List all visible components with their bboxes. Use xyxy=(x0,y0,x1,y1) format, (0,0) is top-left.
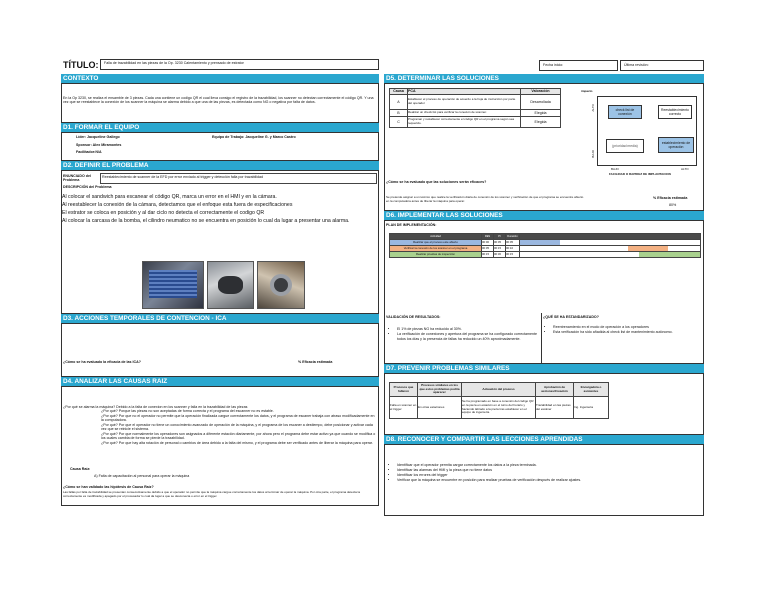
gantt-row-3-timeline xyxy=(520,252,701,258)
gantt-row-1-pi: 00:05 xyxy=(494,240,506,246)
section-d8-bar: D8. RECONOCER Y COMPARTIR LAS LECCIONES APRENDIDAS xyxy=(384,435,704,444)
eval-eficacia-value: 80% xyxy=(669,203,677,207)
eval-eficacia-label: % Eficacia estimada xyxy=(653,196,688,200)
lecciones-block xyxy=(384,444,704,516)
lecciones-list xyxy=(389,463,699,483)
validacion-label: ¿Cómo se han validado las hipótesis de Causa Raíz? xyxy=(63,485,154,489)
resultados-label: VALIDACIÓN DE RESULTADOS: xyxy=(386,315,441,319)
porques-list xyxy=(63,405,378,445)
porque-line: ¿Por qué se alarma la máquina? Debido a la falta de conexion en los scanner y falla en la trazabilidad de las piezas xyxy=(63,405,248,409)
resultado-item: • El 1% de piezas NG ha reducido al 30%. xyxy=(397,327,539,331)
section-d5-bar: D5. DETERMINAR LAS SOLUCIONES xyxy=(384,74,704,83)
section-contexto-bar: CONTEXTO xyxy=(61,74,379,83)
row-a-causa: A xyxy=(390,95,408,110)
left-column xyxy=(61,74,379,594)
descripcion-lines xyxy=(62,193,378,225)
matrix-box-a: check list de conexión xyxy=(608,105,642,119)
photo-fixture xyxy=(207,261,254,309)
prevenir-col-3: Actuación del proceso xyxy=(462,383,536,397)
col-causa: Causa xyxy=(390,89,408,95)
gantt-col-duracion: Duración xyxy=(507,234,518,238)
estandarizado-item: • Esta verificación ha sido añadida al check list de mantenimiento autónomo. xyxy=(553,330,701,334)
section-d3-bar: D3. ACCIONES TEMPORALES DE CONTENCION - ICA xyxy=(61,314,379,323)
prevenir-table xyxy=(389,382,609,419)
estandarizado-list xyxy=(545,325,701,335)
prevenir-col-2: Procesos similares en los que estos problemas podría aparecer xyxy=(418,383,462,397)
gantt-row-2-pi: 00:15 xyxy=(494,246,506,252)
porque-line: ¿Por qué? Por que el operador no tiene un conocimiento avanzado de operación de la máquina, y el programa de los escaner a destiempo, debe posicionar y activar cada vez que se reinicie el sistema. xyxy=(101,422,373,432)
row-a-pca: Establecer el proceso de operación de acuerdo a la hoja de instrucción por parte del operador xyxy=(408,95,521,110)
section-d7-bar: D7. PREVENIR PROBLEMAS SIMILARES xyxy=(384,364,704,373)
soluciones-block xyxy=(384,83,704,211)
porque-line: ¿Por qué? Por que no el operador no permite que la operación finalizada cargue correctamente los datos, y el programa de escaner trabaja con atraso modificadamente en la computadora. xyxy=(101,413,375,423)
gantt-col-actividad: Actividad xyxy=(390,234,482,240)
porque-line: ¿Por qué? Porque las piezas no son aceptadas de forma correcta y el programa del escanner no es estable. xyxy=(101,409,274,414)
prevenir-col-4: Aprobación de acciones/Creación xyxy=(536,383,574,397)
row-b-valoracion: Elegida xyxy=(521,110,561,117)
porque-line: ¿Por qué? Por que normalmente los operadores son asignados a diferente estación diariamente, por ahora pero el programa debe estar activo ya que cuando se modifica o los cuales cambia de forma se pierde la trazabilidad. xyxy=(101,431,376,441)
ultima-revision-field: Última revisión: xyxy=(620,60,704,71)
col-valoracion: Valoración xyxy=(521,89,561,95)
ica-eficacia-label: % Eficacia estimada xyxy=(298,360,333,364)
gantt-row-3-dur: 00:15 xyxy=(506,252,520,258)
matrix-y-label: impacto xyxy=(581,89,593,93)
fecha-inicio-field: Fecha inicio: xyxy=(539,60,618,71)
gantt-row-2-dur: 00:10 xyxy=(506,246,520,252)
prevenir-col-1: Procesos que fallaron xyxy=(390,383,418,397)
gantt-row-3-pi: 00:30 xyxy=(494,252,506,258)
matrix-grid xyxy=(597,96,697,166)
leccion-item: • Verificar que la máquina se encuentre en posición para realizar pruebas de verificación después de realizar ajustes. xyxy=(397,478,699,482)
section-d1-bar: D1. FORMAR EL EQUIPO xyxy=(61,123,379,132)
causas-block xyxy=(61,386,379,506)
enunciado-text: Reestablecimiento de scanner de la EFD por error enviado al trigger y detección falla por trazabilidad xyxy=(100,173,377,184)
leccion-item: • Identificar que el operador permita cargar correctamente los datos a la pieza terminada. xyxy=(397,463,699,467)
title-label: TÍTULO: xyxy=(63,60,99,70)
problema-block xyxy=(61,170,379,314)
implementar-block xyxy=(384,220,704,364)
section-d4-bar: D4. ANALIZAR LAS CAUSAS RAIZ xyxy=(61,377,379,386)
descripcion-label: DESCRIPCIÓN del Problema xyxy=(63,185,112,189)
equipo-trabajo-text: Equipo de Trabajo: Jacqueline G. y Marco Castro xyxy=(212,135,296,139)
enunciado-label: ENUNCIADO del Problema xyxy=(63,174,91,183)
lider-text: Líder: Jacqueline Gallego xyxy=(76,135,120,139)
row-b-causa: B xyxy=(390,110,408,117)
equipo-block xyxy=(61,132,379,161)
descripcion-line: Al reestablecer la conexión de la cámara, detectamos que el enfoque esta fuera de especificaciones xyxy=(62,202,293,209)
matrix-box-d: establecimiento de operación xyxy=(658,137,694,153)
title-value: Falla de trazabilidad en las piezas de la Op. 3230 Calentamiento y prensado de estrator xyxy=(100,59,379,70)
row-c-pca: Programar y restablecer correctamente el código QR en el programa según sea requerido. xyxy=(408,117,521,128)
prevenir-cell-1: Falla en scanner en el trigger xyxy=(390,397,418,419)
porque-line: ¿Por qué? Por que hay alta rotación de personal o cambios de área debido a la falta del mismo, y el programa debe ser verificado antes de liberar la máquina para operar. xyxy=(101,440,373,445)
matrix-x-right-tick: ALTO xyxy=(681,167,689,171)
sponsor-text: Sponsor: Alex Miramontes xyxy=(76,143,122,147)
gantt-row-1-actividad: Realizar que el proceso este abierto xyxy=(390,240,482,246)
eval-text: Se pretende asignar a un técnico que realice la verificación diaria de conexión de los scanner y verificación de que el programa se encuentre abierto en la computadora antes de liberar la máquina para operar. xyxy=(386,195,584,203)
row-a-valoracion: Desarrollada xyxy=(521,95,561,110)
gantt-row-2-res: 00:05 xyxy=(482,246,494,252)
gantt-bar-1 xyxy=(520,240,560,245)
prevenir-col-5: Encargado/a o asistentes xyxy=(574,383,609,397)
section-d2-bar: D2. DEFINIR EL PROBLEMA xyxy=(61,161,379,170)
causa-raiz-text: A) Falta de capacitación al personal para operar la máquina xyxy=(94,474,190,478)
row-c-valoracion: Elegida xyxy=(521,117,561,128)
plan-label: PLAN DE IMPLEMENTACIÓN: xyxy=(386,223,437,227)
gantt-row-2-actividad: Verificar la conexión de los scanner en el programa xyxy=(390,246,482,252)
prevenir-cell-2: En otras estaciones xyxy=(418,397,462,419)
prevenir-cell-3: Se ha programado en base a conexión del código QR en la pieza en estación en el turno del horario y haciendo labrado a la pieza tras establecer en el equipo de ingeniería. xyxy=(462,397,536,419)
gantt-col-pi: PI xyxy=(494,234,506,240)
contexto-text: En la Op 3230, se realiza el ensamble de 3 piezas. Cada una contiene un codigo QR el cual lleva consigo el registro de la trazabilidad, los scanner no detectan correctamente el código QR. Y una vez que se reestablece la conexión de los scanner la máquina se alarma debido a que una de las piezas, es detectada como NG o negativa por falta de datos. xyxy=(61,83,379,123)
resultado-item: • La verificación de conexiones y apertura del programa se ha configurado correctamente todos los días y la presencia de fallas ha reducido un 40% aproximadamente. xyxy=(397,332,539,341)
matrix-y-bottom-tick: BAJO xyxy=(591,149,596,158)
ica-question: ¿Cómo se ha evaluado la eficacia de las ICA? xyxy=(63,360,141,364)
gantt-table xyxy=(389,233,701,258)
ica-block xyxy=(61,323,379,377)
photo-hmi-screen xyxy=(142,261,204,309)
estandarizado-label: ¿QUÉ SE HA ESTANDARIZADO? xyxy=(543,315,599,319)
resultados-divider xyxy=(541,313,542,363)
gantt-col-res: RES xyxy=(482,234,494,240)
soluciones-table xyxy=(389,88,561,128)
facilitador-text: Facilitador:N/A xyxy=(76,150,102,154)
prevenir-block xyxy=(384,373,704,435)
col-pca: PCA xyxy=(408,89,521,95)
row-c-causa: C xyxy=(390,117,408,128)
estandarizado-item: • Reentrenamiento en el modo de operación a los operadores xyxy=(553,325,701,329)
eval-question: ¿Cómo se ha evaluado que las soluciones serán eficaces? xyxy=(386,180,487,184)
right-column xyxy=(384,74,704,594)
gantt-bar-2 xyxy=(628,246,668,251)
validacion-text: Las fallas por falta de trazabilidad se presentan consecutivamente debido a que el operador no permite que la máquina cargue correctamente los datos al terminar de operar la máquina. Por otra parte, el programa detecta la correctamente es modificada y apagado por el procesador lo cual da lugar a que se desconecta o error en el trigger. xyxy=(63,490,361,498)
gantt-row-3-res: 00:15 xyxy=(482,252,494,258)
leccion-item: • Identificar las alarmas del HMI y la pieza que no tiene datos xyxy=(397,468,699,472)
causa-raiz-label: Causa Raíz: xyxy=(70,467,91,471)
row-b-pca: Realizar un check list para verificar la conexión de scanner. xyxy=(408,110,521,117)
photo-stator xyxy=(257,261,305,309)
descripcion-line: Al colocar el sandwich para escanear el código QR, marca un error en el HMI y en la cámara. xyxy=(62,194,277,200)
gantt-bar-3 xyxy=(639,252,700,257)
matrix-x-left-tick: BAJO xyxy=(611,167,619,171)
gantt-row-1-res: 00:00 xyxy=(482,240,494,246)
prevenir-cell-5: Ing. Ingenieria xyxy=(574,397,609,419)
gantt-row-1-dur: 00:05 xyxy=(506,240,520,246)
resultados-list xyxy=(389,327,539,342)
matrix-y-top-tick: ALTO xyxy=(590,104,595,112)
descripcion-line: El estrator se coloca en posición y al dar ciclo no detecta el correctamente el codigo QR xyxy=(62,210,265,217)
matrix-box-b: Reestablecimiento correcto xyxy=(658,105,692,119)
leccion-item: • Identificar los errores del trigger xyxy=(397,473,699,477)
gantt-row-3-actividad: Realizar pruebas de inspección xyxy=(390,252,482,258)
descripcion-line: Al colocar la carcasa de la bomba, el cilindro neumatico no se encuentra en posición lo cual da lugar a presentar una alarma. xyxy=(62,218,350,225)
matrix-x-label: FACILIDAD O RAPIDEZ DE IMPLANTACION xyxy=(609,172,671,176)
matrix-box-c: (prioridad media) xyxy=(606,139,644,153)
prevenir-cell-4: Trazabilidad en las piezas del escáner xyxy=(536,397,574,419)
section-d6-bar: D6. IMPLEMENTAR LAS SOLUCIONES xyxy=(384,211,704,220)
